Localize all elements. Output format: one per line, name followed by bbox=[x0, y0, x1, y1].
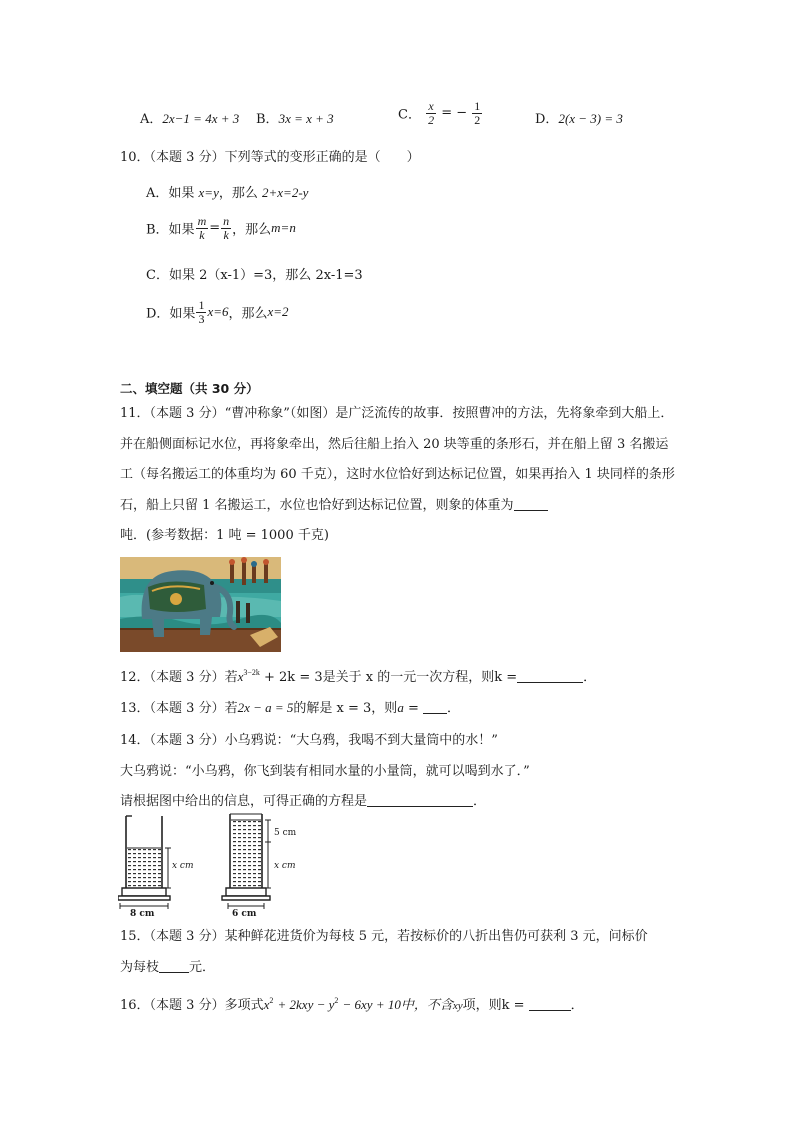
option-label: C． bbox=[398, 107, 421, 123]
connector: ，那么 bbox=[232, 222, 272, 238]
q13-body: 的解是 x = 3，则 bbox=[293, 701, 398, 716]
q12-prefix: 12．（本题 3 分）若 bbox=[120, 670, 238, 685]
q16-body: 项，则k = bbox=[462, 998, 525, 1013]
small-cylinder bbox=[222, 814, 271, 909]
q14-prompt: 请根据图中给出的信息，可得正确的方程是 bbox=[120, 794, 368, 809]
fraction: $\frac{1}{3}$ bbox=[198, 298, 205, 326]
q9-option-d bbox=[535, 108, 623, 127]
equation: 2x − a = 5 bbox=[237, 700, 294, 715]
q13-text bbox=[120, 697, 460, 716]
q9-option-c bbox=[398, 100, 483, 126]
answer-blank bbox=[517, 670, 583, 683]
elephant-icon bbox=[120, 557, 281, 652]
option-label: A． bbox=[140, 112, 163, 127]
exponent: 2 bbox=[334, 996, 339, 1005]
variable: a bbox=[397, 700, 404, 715]
option-label: B．如果 bbox=[146, 222, 195, 238]
q13-prefix: 13．（本题 3 分）若 bbox=[120, 701, 238, 716]
q11-body: 11．（本题 3 分）“曹冲称象”（如图）是广泛流传的故事．按照曹冲的方法，先将象牵到大船上．并在船侧面标记水位，再将象牵出，然后往船上抬入 20 块等重的条形石，并在船上留 3 名搬运工（每名搬运工的体重均为 60 千克），这时水位恰好到达标记位置，如果再抬入 1 块同样的条形石，船上只留 1 名搬运工，水位也恰好到达标记位置，则象的体重为 bbox=[120, 406, 675, 513]
q14-line3 bbox=[120, 790, 486, 809]
q10-option-d bbox=[146, 299, 289, 325]
right-width-label: 6 cm bbox=[232, 909, 257, 919]
option-label: A．如果 bbox=[146, 186, 195, 201]
option-label: B． bbox=[256, 112, 279, 127]
period: ． bbox=[583, 670, 597, 685]
connector: ，那么 bbox=[272, 268, 312, 283]
q15-suffix: 元． bbox=[189, 960, 216, 975]
q10-option-b bbox=[146, 215, 296, 241]
period: ． bbox=[473, 794, 487, 809]
period: ． bbox=[447, 701, 461, 716]
exponent: 2 bbox=[269, 996, 274, 1005]
q11-tail: 吨．(参考数据：1 吨 = 1000 千克) bbox=[120, 528, 329, 543]
q15-line1: 15．（本题 3 分）某种鲜花进货价为每枝 5 元，若按标价的八折出售仍可获利 3 元，问标价 bbox=[120, 929, 648, 944]
answer-blank bbox=[514, 498, 548, 511]
term: xy bbox=[452, 1000, 463, 1012]
q9-option-a bbox=[140, 108, 239, 127]
fraction: $\frac{1}{2}$ bbox=[474, 99, 481, 127]
polynomial-part: + 2kxy − y bbox=[277, 997, 335, 1012]
right-top-label: 5 cm bbox=[274, 828, 297, 838]
option-label: C．如果 bbox=[146, 268, 195, 283]
connector: ，那么 bbox=[218, 186, 258, 201]
equals-minus: = − bbox=[441, 105, 468, 121]
option-label: D． bbox=[535, 112, 559, 127]
q14-line1: 14．（本题 3 分）小乌鸦说：“大乌鸦，我喝不到大量筒中的水！” bbox=[120, 733, 498, 748]
equals: = bbox=[407, 701, 419, 716]
left-height-label: x cm bbox=[172, 861, 194, 871]
period: ． bbox=[570, 998, 584, 1013]
q11-text bbox=[120, 399, 675, 552]
result: x=2 bbox=[267, 304, 289, 320]
q16-text bbox=[120, 994, 584, 1013]
q14-line2: 大乌鸦说：“小乌鸦，你飞到装有相同水量的小量筒，就可以喝到水了．” bbox=[120, 764, 530, 779]
polynomial-part: − 6xy + 10中，不含 bbox=[342, 997, 453, 1012]
answer-blank bbox=[529, 998, 571, 1011]
large-cylinder bbox=[118, 816, 171, 909]
q10-option-c bbox=[146, 264, 363, 283]
equation: 2(x − 3) = 3 bbox=[558, 111, 623, 126]
condition: x=6 bbox=[207, 304, 229, 320]
exponent: 3−2k bbox=[243, 668, 260, 677]
section-title: 二、填空题（共 30 分） bbox=[120, 381, 259, 396]
elephant-boat-illustration bbox=[120, 557, 281, 652]
option-label: D．如果 bbox=[146, 306, 196, 322]
q10-option-a bbox=[146, 182, 308, 201]
result: 2x-1=3 bbox=[315, 268, 363, 283]
q12-body: + 2k = 3是关于 x 的一元一次方程，则k = bbox=[264, 670, 518, 685]
fraction: $\frac{m}{k}$ bbox=[197, 214, 207, 242]
variable: x bbox=[263, 997, 270, 1012]
result: 2+x=2-y bbox=[262, 185, 309, 200]
q15-prefix: 为每枝 bbox=[120, 960, 160, 975]
answer-blank bbox=[159, 960, 189, 973]
condition: x=y bbox=[198, 185, 219, 200]
fraction: $\frac{n}{k}$ bbox=[223, 214, 230, 242]
connector: ，那么 bbox=[228, 306, 268, 322]
answer-blank bbox=[423, 701, 447, 714]
q12-text bbox=[120, 666, 596, 685]
q16-prefix: 16．（本题 3 分）多项式 bbox=[120, 998, 264, 1013]
fraction: $\frac{x}{2}$ bbox=[428, 99, 435, 127]
condition: 2（x-1）=3 bbox=[199, 268, 273, 283]
q10-stem: 10．（本题 3 分）下列等式的变形正确的是（ ） bbox=[120, 150, 420, 165]
equation: 2x−1 = 4x + 3 bbox=[162, 111, 240, 126]
answer-blank bbox=[367, 794, 473, 807]
q9-option-b bbox=[256, 108, 334, 127]
variable: x bbox=[237, 669, 244, 684]
equals: = bbox=[209, 220, 221, 236]
q15-line2 bbox=[120, 956, 215, 975]
result: m=n bbox=[271, 220, 296, 236]
equation: 3x = x + 3 bbox=[278, 111, 334, 126]
left-width-label: 8 cm bbox=[130, 909, 155, 919]
right-height-label: x cm bbox=[274, 861, 296, 871]
